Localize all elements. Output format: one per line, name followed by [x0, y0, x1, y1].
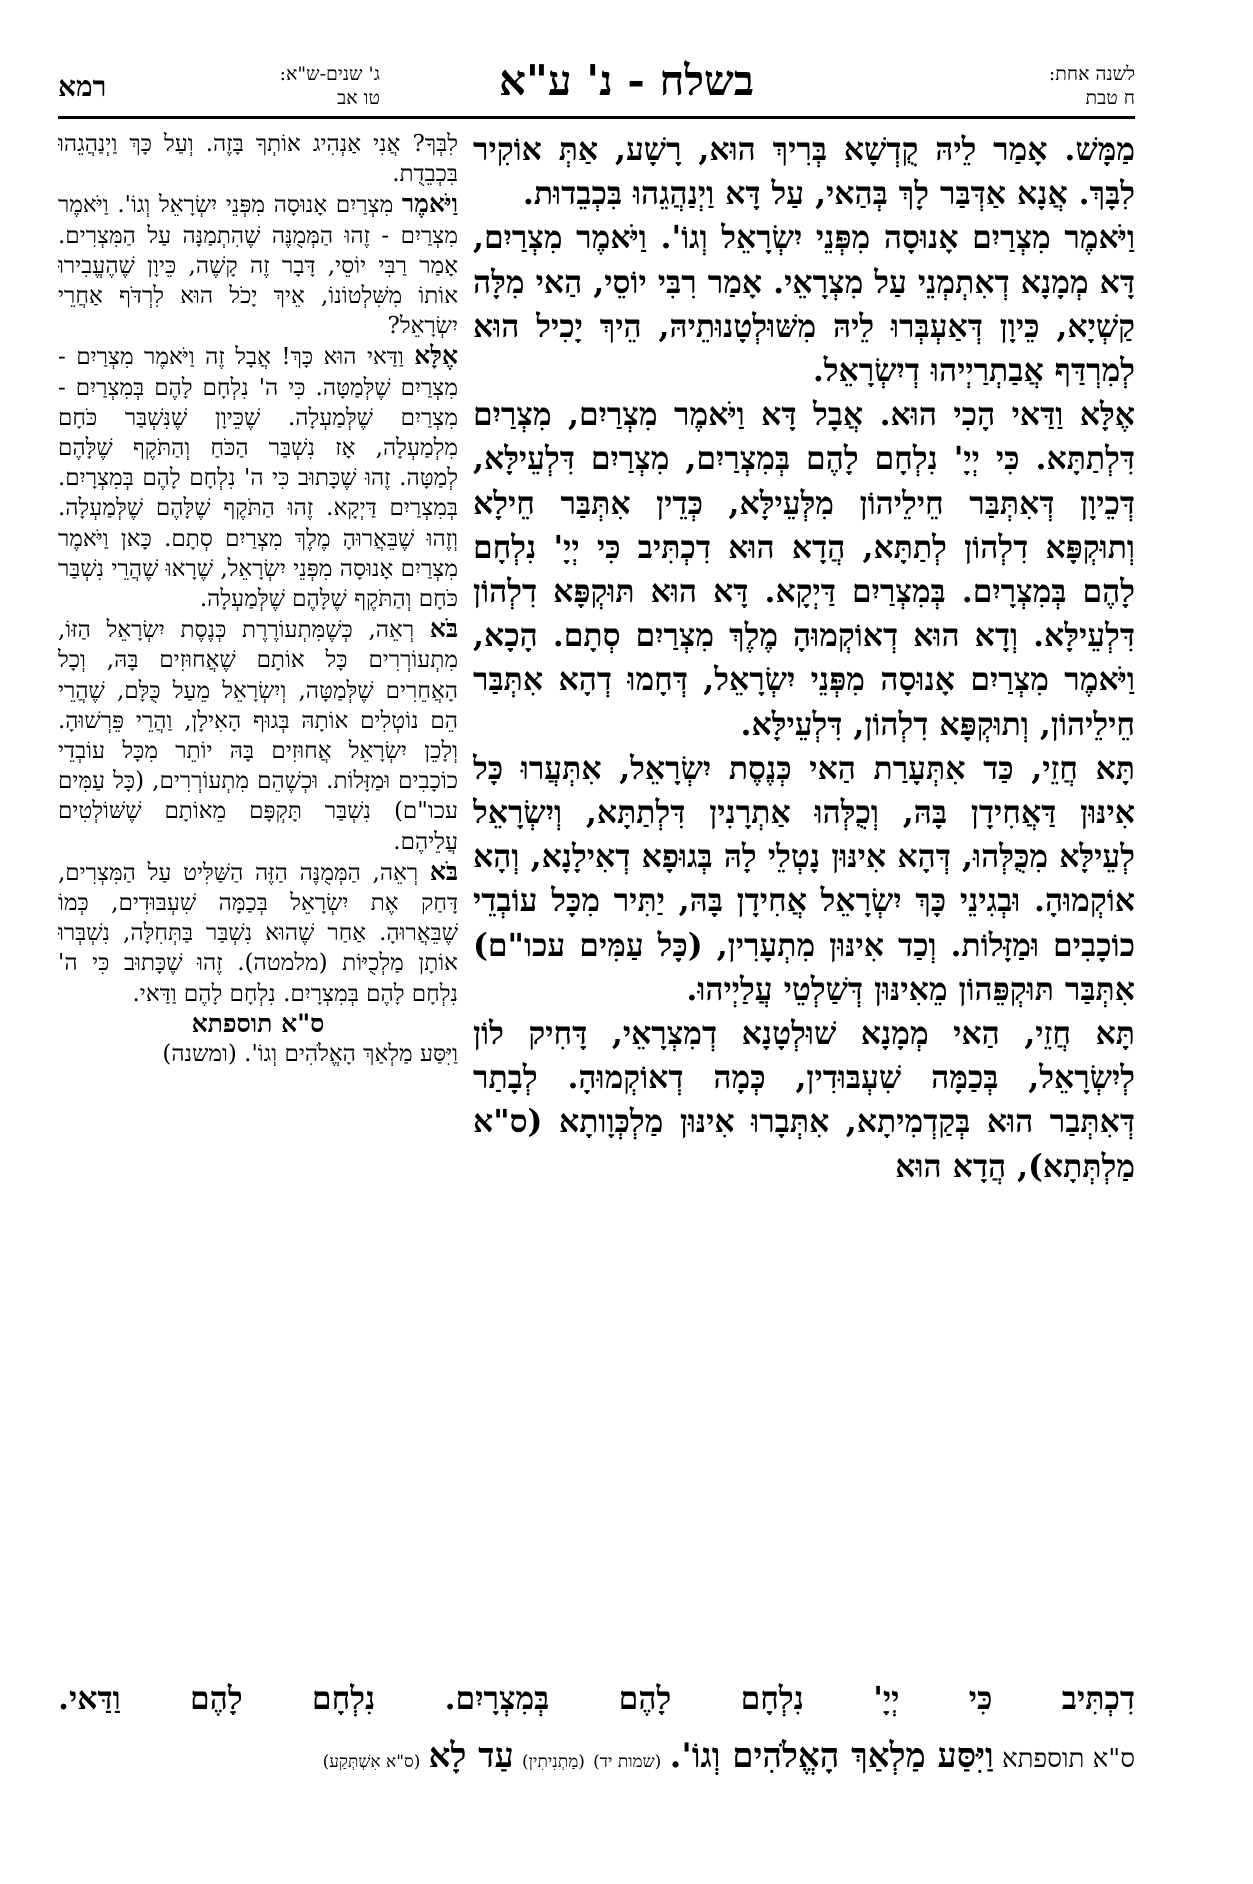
paragraph-text: חֲזֵי, הַאי מְמָנָא שׁוּלְטָנָא דְמִצְרָאֵי, דָּחִיק לוֹן לְיִשְׂרָאֵל, בְּכַמָּה שִׁעְבּוּדִין, כְּמָה דְאוֹקְמוּהָ. לְבָתַר דְּאִתְּבַר הוּא בְּקַדְמִיתָא, אִתְּבָרוּ אִינּוּן מַלְכְּוָותָא (ס"א מַלְתְּתָא), הֲדָא הוּא [473, 1015, 1135, 1185]
main-paragraph [473, 1012, 1135, 1189]
side-paragraph [58, 857, 458, 1009]
paragraph-text: מִצְרַיִם אָנוּסָה מִפְּנֵי יִשְׂרָאֵל וְגוֹ'. וַיֹּאמֶר מִצְרַיִם, דָּא מְמָנָא דְאִתְמְנֵי עַל מִצְרָאֵי. אָמַר רִבִּי יוֹסֵי, הַאי מִלָּה קַשְׁיָא, כֵּיוָן דְּאַעְבְּרוּ לֵיהּ מִשּׁוּלְטָנוּתֵיהּ, הֵיךְ יָכִיל הוּא לְמִרְדַּף אֲבַתְרַיְיהוּ דְיִשְׂרָאֵל. [473, 219, 1135, 390]
header-right-line1: לשנה אחת: [1048, 63, 1135, 85]
header-left-line2: טו אב [337, 87, 380, 109]
paragraph-text: (כָּל עַמִּים עכו"ם) נִשְׁבַּר תָּקְפָּם מֵאוֹתָם שֶׁשּׁוֹלְטִים עֲלֵיהֶם. [58, 768, 458, 855]
main-paragraph [473, 393, 1135, 747]
bottom-phrase: וַיִּסַּע מַלְאַךְ הָאֱלֹהִים וְגוֹ'. [669, 1736, 994, 1776]
bottom-ref1: (שמות יד) [593, 1752, 662, 1772]
paragraph-lead: בֹּא [429, 614, 458, 644]
paragraph-lead: תָּא [1095, 749, 1135, 787]
paragraph-lead: אֶלָּא [1079, 396, 1135, 434]
paragraph-text: מַמָּשׁ. אָמַר לֵיהּ קֻדְשָׁא בְּרִיךְ הוּא, רָשָׁע, אַתְּ אוֹקִיר לִבָּךְ. אֲנָא אַדְּבַּר לָךְ בְּהַאי, עַל דָּא וַיְנַהֲגֵהוּ בִּכְבֵדוּת. [473, 131, 1135, 213]
header-left-line1: ג' שנים-ש"א: [279, 63, 380, 85]
side-tosefta-title: ס"א תוספתא [191, 1008, 325, 1038]
main-column [473, 128, 1135, 1676]
paragraph-lead: בֹּא [429, 856, 458, 886]
paragraph-text: וַדַּאי הוּא כָּךְ! אֲבָל זֶה וַיֹּאמֶר מִצְרַיִם - מִצְרַיִם שֶׁלְּמַטָּה. כִּי ה' נִלְחָם לָהֶם בְּמִצְרַיִם - מִצְרַיִם שֶׁלְּמַעְלָה. שֶׁכֵּיוָן שֶׁנִּשְׁבַּר כֹּחָם מִלְמַעְלָה, אָז נִשְׁבַּר הַכֹּחַ וְהַתֹּקֶף שֶׁלָּהֶם לְמַטָּה. זֶהוּ שֶׁכָּתוּב כִּי ה' נִלְחָם לָהֶם בְּמִצְרָיִם. בְּמִצְרַיִם דַּיְקָא. זֶהוּ הַתֹּקֶף שֶׁלָּהֶם שֶׁלְּמַעְלָה. וְזֶהוּ שֶׁבֵּאֲרוּהָ מֶלֶךְ מִצְרַיִם סְתָם. כָּאן וַיֹּאמֶר מִצְרַיִם אָנוּסָה מִפְּנֵי יִשְׂרָאֵל, שֶׁרָאוּ שֶׁהֲרֵי נִשְׁבַּר כֹּחָם וְהַתֹּקֶף שֶׁלָּהֶם שֶׁלְּמַעְלָה. [58, 344, 458, 613]
bottom-ref2: (מַתְנִיתִין) [522, 1752, 585, 1772]
bottom-big: עַד לָא [428, 1736, 514, 1776]
side-paragraph [58, 341, 458, 614]
side-paragraph [58, 614, 458, 857]
paragraph-text: מִצְרַיִם אָנוּסָה מִפְּנֵי יִשְׂרָאֵל וְגוֹ'. וַיֹּאמֶר מִצְרַיִם - זֶהוּ הַמְּמֻנֶּה שֶׁהִתְמַנָּה עַל הַמִּצְרִים. אָמַר רַבִּי יוֹסֵי, דָּבָר זֶה קָשֶׁה, כֵּיוָן שֶׁהֶעֱבִירוּ אוֹתוֹ מִשִּׁלְטוֹנוֹ, אֵיךְ יָכֹל הוּא לִרְדֹּף אַחֲרֵי יִשְׂרָאֵל? [58, 192, 458, 340]
bottom-ref3: (ס"א אִשְׁתְּקַע) [322, 1752, 421, 1772]
side-paragraph [58, 189, 458, 341]
side-tosefta-line: וַיִּסַּע מַלְאַךְ הָאֱלֹהִים וְגוֹ'. (ומשנה) [162, 1041, 458, 1068]
paragraph-text: וַדַּאי הָכִי הוּא. אֲבָל דָּא וַיֹּאמֶר מִצְרַיִם, מִצְרַיִם דִּלְתַתָּא. כִּי יְיָ' נִלְחָם לָהֶם בְּמִצְרַיִם, מִצְרַיִם דִּלְעֵילָּא, דְּכֵיוָן דְּאִתְּבַּר חֵילֵיהוֹן מִלְּעֵילָּא, כְּדֵין אִתְּבַּר חֵילָא וְתוּקְפָּא דִלְהוֹן לְתַתָּא, הֲדָא הוּא דִכְתִּיב כִּי יְיָ' נִלְחָם לָהֶם בְּמִצְרָיִם. בְּמִצְרַיִם דַּיְקָא. דָּא הוּא תּוּקְפָּא דִלְהוֹן דִּלְעֵילָּא. וְדָא הוּא דְאוֹקְמוּהָ מֶלֶךְ מִצְרַיִם סְתָם. הָכָא, וַיֹּאמֶר מִצְרַיִם אָנוּסָה מִפְּנֵי יִשְׂרָאֵל, דְּחָמוּ דְהָא אִתְּבַּר חֵילֵיהוֹן, וְתוּקְפָּא דִלְהוֹן, דִּלְעֵילָּא. [473, 396, 1135, 743]
main-paragraph [473, 216, 1135, 393]
paragraph-lead: תָּא [1095, 1015, 1135, 1053]
paragraph-text: רְאֵה, כְּשֶׁמִּתְעוֹרֶרֶת כְּנֶסֶת יִשְׂרָאֵל הַזּוֹ, מִתְעוֹרְרִים כָּל אוֹתָם שֶׁאֲחוּזִים בָּהּ, וְכָל הָאֲחֵרִים שֶׁלְּמַטָּה, וְיִשְׂרָאֵל מֵעַל כֻּלָּם, שֶׁהֲרֵי הֵם נוֹטְלִים אוֹתָהּ בְּגוּף הָאִילָן, וַהֲרֵי פֵּרְשׁוּהָ. וְלָכֵן יִשְׂרָאֵל אֲחוּזִים בָּהּ יוֹתֵר מִכָּל עוֹבְדֵי כוֹכָבִים וּמַזָּלוֹת. וּכְשֶׁהֵם מִתְעוֹרְרִים, [58, 617, 458, 795]
main-paragraph [473, 747, 1135, 1012]
side-paragraph [58, 128, 458, 189]
paragraph-text: לִבְּךָ? אֲנִי אַנְהִיג אוֹתְךָ בָּזֶה. וְעַל כָּךְ וַיְנַהֲגֵהוּ בִּכְבֵדֻת. [58, 131, 458, 188]
paragraph-text: רְאֵה, הַמְּמֻנֶּה הַזֶּה הַשַּׁלִּיט עַל הַמִּצְרִים, דָּחַק אֶת יִשְׂרָאֵל בְּכַמָּה שִׁעְבּוּדִים, כְּמוֹ שֶׁבֵּאֲרוּהָ. אַחַר שֶׁהוּא נִשְׁבַּר בַּתְּחִלָּה, נִשְׁבְּרוּ אוֹתָן מַלְכֻיּוֹת (מלמטה). זֶהוּ שֶׁכָּתוּב כִּי ה' נִלְחָם לָהֶם בְּמִצְרָיִם. נִלְחָם לָהֶם וַדַּאי. [58, 859, 458, 1007]
page-title: בשלח - נ' ע"א [499, 56, 754, 105]
side-column [58, 128, 458, 1658]
full-width-line: דִכְתִּיב כִּי יְיָ' נִלְחָם לָהֶם בְּמִצְרָיִם. נִלְחָם לָהֶם וַדַּאי. [58, 1680, 1135, 1717]
header-rule [58, 116, 1135, 119]
main-paragraph [473, 128, 1135, 216]
paragraph-lead: אֶלָּא [414, 341, 458, 371]
header-left [150, 62, 380, 110]
paragraph-text: חֲזֵי, כַּד אִתְּעָרַת הַאי כְּנֶסֶת יִשְׂרָאֵל, אִתְּעֲרוּ כָּל אִינּוּן דַּאֲחִידָן בָּהּ, וְכֻלְּהוּ אַתְרָנִין דִּלְתַתָּא, וְיִשְׂרָאֵל לְעֵילָּא מִכֻּלְּהוּ, דְּהָא אִינּוּן נָטְלֵי לָהּ בְּגוּפָא דְאִילָנָא, וְהָא אוֹקְמוּהָ. וּבְגִינֵי כָּךְ יִשְׂרָאֵל אֲחִידָן בָּהּ, יַתִּיר מִכָּל עוֹבְדֵי כוֹכָבִים וּמַזָּלוֹת. וְכַד אִינּוּן מִתְעָרִין, (כָּל עַמִּים עכו"ם) אִתְּבַּר תּוּקְפֵּהוֹן מֵאִינּוּן דְּשַׁלְטֵי עֲלַיְיהוּ. [473, 749, 1135, 1008]
bottom-line [58, 1736, 1135, 1776]
bottom-prefix: ס"א תוספתא [1002, 1744, 1135, 1774]
paragraph-lead: וַיֹּאמֶר [401, 189, 458, 219]
paragraph-lead: וַיֹּאמֶר [1064, 219, 1135, 257]
header-right [965, 62, 1135, 110]
page-number: רמא [58, 70, 107, 103]
header-right-line2: ח טבת [1085, 87, 1135, 109]
